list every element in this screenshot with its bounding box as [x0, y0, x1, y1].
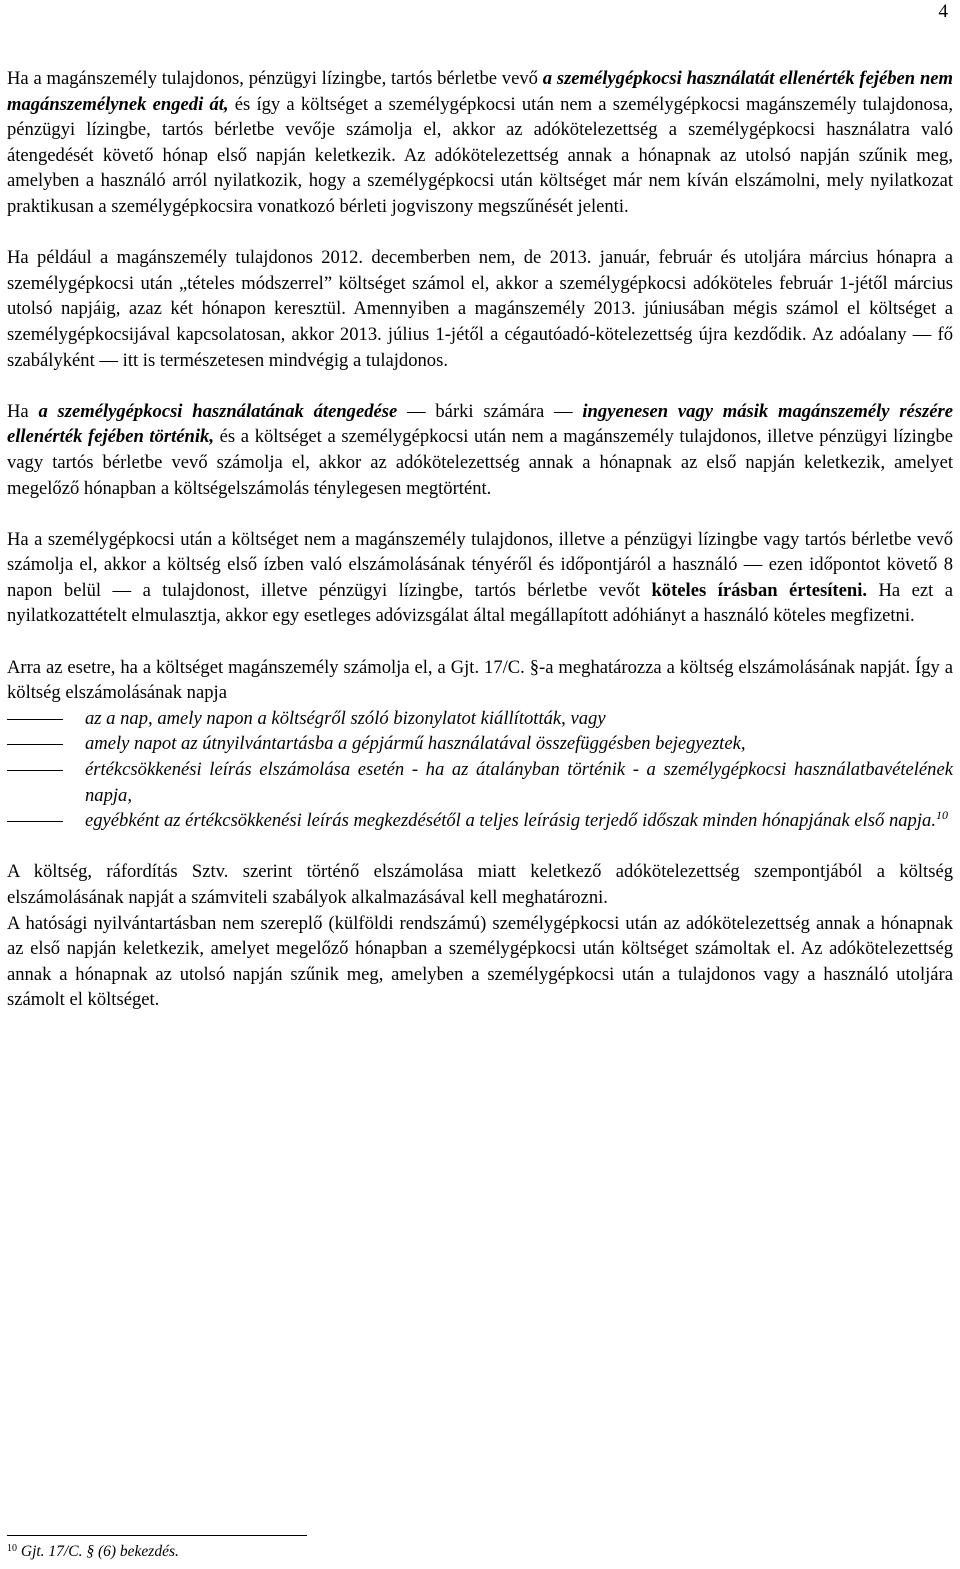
paragraph-2-example: Ha például a magánszemély tulajdonos 2012. decemberben nem, de 2013. január, február és utoljára március hónapra a személygépkocsi után „tételes módszerrel” költséget számol el, akkor a személygépkocsi adóköteles február 1-jétől március utolsó napjáig, azaz két hónapon keresztül. Amennyiben a magánszemély 2013. júniusában mégis számol el költséget a személygépkocsijával kapcsolatosan, akkor 2013. július 1-jétől a cégautóadó-kötelezettség újra kezdődik. Az adóalany — fő szabályként — itt is természetesen mindvégig a tulajdonos. [7, 247, 953, 371]
footnote-number: 10 [7, 1543, 17, 1554]
paragraph-5: Arra az esetre, ha a költséget magánszemély számolja el, a Gjt. 17/C. §-a meghatározza a költség elszámolásának napját. Így a költség elszámolásának napja [7, 656, 953, 704]
dash-list [7, 706, 953, 834]
paragraph-4: Ha a személygépkocsi után a költséget nem a magánszemély tulajdonos, illetve a pénzügyi lízingbe vagy tartós bérletbe vevő számolja el, akkor a költség első ízben való elszámolásának tényéről és időpontjáról a használó — ezen időpontot követő 8 napon belül — a tulajdonost, illetve pénzügyi lízingbe, tartós bérletbe vevőt köteles írásban értesíteni. Ha ezt a nyilatkozattételt elmulasztja, akkor egy esetleges adóvizsgálat által megállapított adóhiányt a használó köteles megfizetni. [7, 528, 953, 627]
list-item: egyébként az értékcsökkenési leírás megkezdésétől a teljes leírásig terjedő időszak minden hónapjának első napja.$^{10}$ [7, 808, 953, 834]
paragraph-1: Ha a magánszemély tulajdonos, pénzügyi lízingbe, tartós bérletbe vevő a személygépkocsi használatát ellenérték fejében nem magánszemélynek engedi át, és így a költséget a személygépkocsi után nem a személygépkocsi magánszemély tulajdonosa, pénzügyi lízingbe, tartós bérletbe vevője számolja el, akkor az adókötelezettség a személygépkocsi használatra való átengedését követő hónap első napján keletkezik. Az adókötelezettség annak a hónapnak az utolsó napján szűnik meg, amelyben a használó arról nyilatkozik, hogy a személygépkocsi után költséget már nem kíván elszámolni, mely nyilatkozat praktikusan a személygépkocsira vonatkozó bérleti jogviszony megszűnését jelenti. [7, 68, 953, 217]
document-body [7, 66, 953, 1013]
footnote [7, 1542, 179, 1562]
list-item: az a nap, amely napon a költségről szóló bizonylatot kiállították, vagy [7, 706, 953, 732]
list-item: amely napot az útnyilvántartásba a gépjármű használatával összefüggésben bejegyeztek, [7, 731, 953, 757]
footnote-reference[interactable]: 10 [935, 808, 948, 823]
paragraph-6: A költség, ráfordítás Sztv. szerint történő elszámolása miatt keletkező adókötelezettség szempontjából a költség elszámolásának napját a számviteli szabályok alkalmazásával kell meghatározni. [7, 861, 953, 908]
footnote-divider [7, 1535, 307, 1536]
list-item: értékcsökkenési leírás elszámolása esetén - ha az átalányban történik - a személygépkocsi használatbavételének napja, [7, 757, 953, 808]
footnote-text: Gjt. 17/C. § (6) bekezdés. [17, 1543, 179, 1560]
page-number: 4 [938, 1, 948, 22]
paragraph-3: Ha a személygépkocsi használatának átengedése — bárki számára — ingyenesen vagy másik magánszemély részére ellenérték fejében történik, és a költséget a személygépkocsi után nem a magánszemély tulajdonos, illetve pénzügyi lízingbe vagy tartós bérletbe vevő számolja el, akkor az adókötelezettség annak a hónapnak az első napján keletkezik, amelyet megelőző hónapban a költségelszámolás ténylegesen megtörtént. [7, 400, 953, 499]
paragraph-7: A hatósági nyilvántartásban nem szereplő (külföldi rendszámú) személygépkocsi után az adókötelezettség annak a hónapnak az első napján keletkezik, amelyet megelőző hónapban a személygépkocsi után költséget számoltak el. Az adókötelezettség annak a hónapnak az utolsó napján szűnik meg, amelyben a személygépkocsi után a tulajdonos vagy a használó utoljára számolt el költséget. [7, 912, 953, 1011]
